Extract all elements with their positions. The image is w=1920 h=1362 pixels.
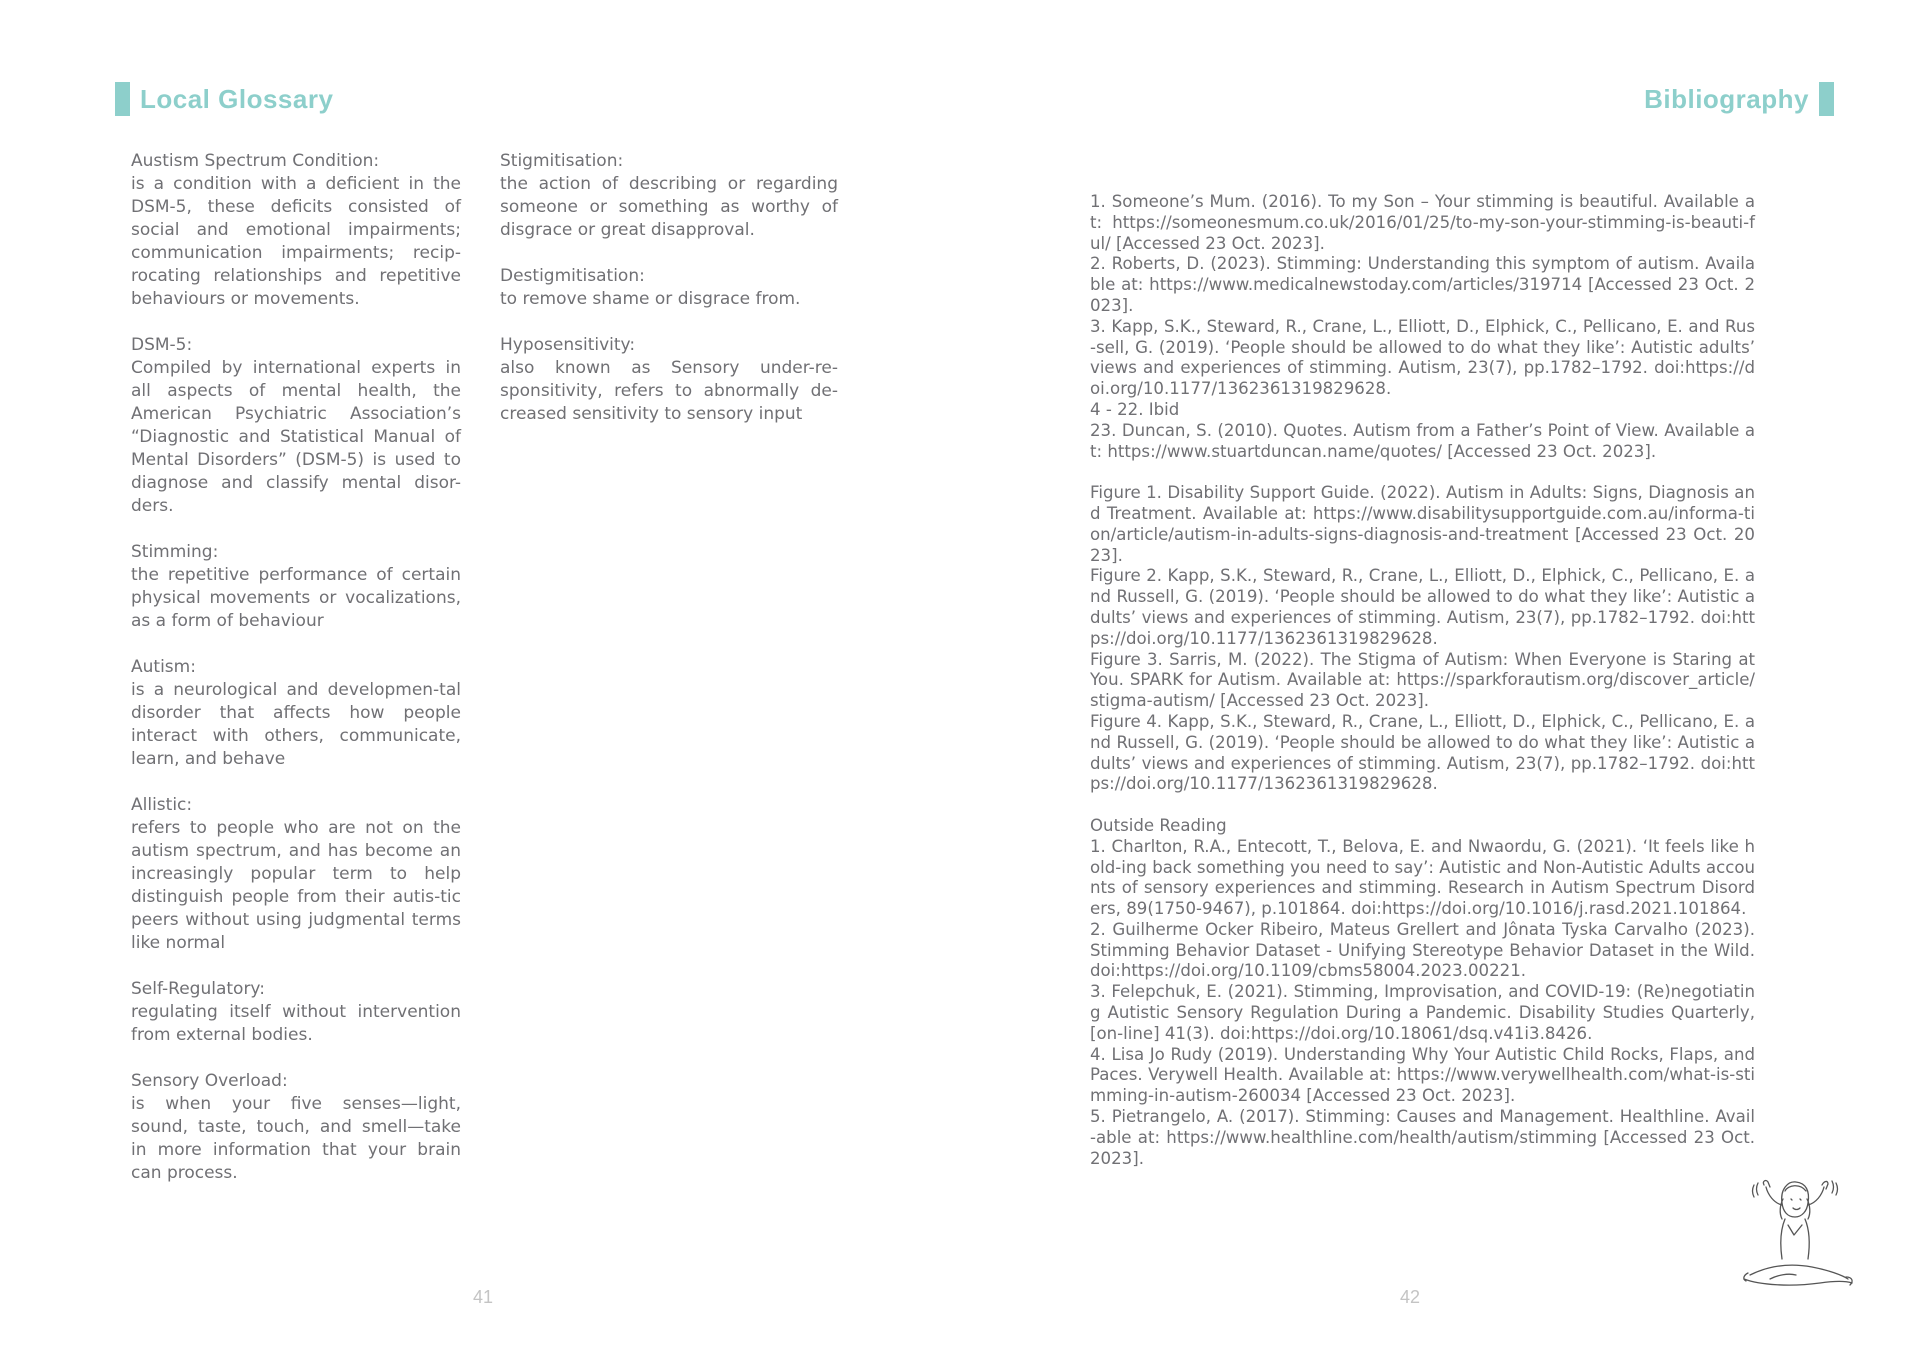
glossary-term: Austism Spectrum Condition: — [131, 151, 380, 171]
bibliography-title: Bibliography — [1644, 83, 1809, 114]
glossary-column-b — [500, 150, 838, 449]
glossary-entry — [500, 334, 838, 426]
bibliography-body — [1090, 192, 1755, 1190]
heading-accent-bar — [115, 82, 130, 116]
glossary-entry — [500, 265, 838, 311]
glossary-term: DSM-5: — [131, 335, 193, 355]
heading-accent-bar — [1819, 82, 1834, 116]
glossary-definition: regulating itself without intervention from external bodies. — [131, 1002, 461, 1045]
figure-credit-item: Figure 3. Sarris, M. (2022). The Stigma of Autism: When Everyone is Staring at You. SPARK for Autism. Available at: https://sparkforautism.org/discover_article/stigma-autism/ [Accessed 23 Oct. 2023]. — [1090, 649, 1755, 711]
glossary-term: Hyposensitivity: — [500, 335, 636, 355]
reference-item: 3. Kapp, S.K., Steward, R., Crane, L., Elliott, D., Elphick, C., Pellicano, E. and Rus-sell, G. (2019). ‘People should be allowed to do what they like’: Autistic adults’ views and experiences of stimming. Autism, 23(7), pp.1782–1792. doi:https://doi.org/10.1177/1362361319829628. — [1090, 316, 1755, 399]
outside-reading-title: Outside Reading — [1090, 815, 1227, 835]
outside-reading-item: 5. Pietrangelo, A. (2017). Stimming: Causes and Management. Healthline. Avail-able at: https://www.healthline.com/health/autism/stimming [Accessed 23 Oct. 2023]. — [1090, 1107, 1755, 1168]
glossary-term: Autism: — [131, 657, 196, 677]
bibliography-heading — [1644, 82, 1834, 116]
glossary-entry — [131, 150, 461, 311]
glossary-definition: the repetitive performance of certain physical movements or vocalizations, as a form of behaviour — [131, 565, 461, 631]
right-page — [960, 0, 1920, 1362]
glossary-entry — [131, 978, 461, 1047]
glossary-title: Local Glossary — [140, 83, 334, 114]
outside-reading-item: 1. Charlton, R.A., Entecott, T., Belova, E. and Nwaordu, G. (2021). ‘It feels like hold-ing back something you need to say’: Autistic and Non-Autistic Adults accounts of sensory experiences and stimming. Research in Autism Spectrum Disorders, 89(1750-9467), p.101864. doi:https://doi.org/10.1016/j.rasd.2021.101864. — [1090, 836, 1755, 919]
figure-credits — [1090, 483, 1755, 795]
figure-credit-item: Figure 4. Kapp, S.K., Steward, R., Crane, L., Elliott, D., Elphick, C., Pellicano, E. and Russell, G. (2019). ‘People should be allowed to do what they like’: Autistic adults’ views and experiences of stimming. Autism, 23(7), pp.1782–1792. doi:https://doi.org/10.1177/1362361319829628. — [1090, 711, 1755, 794]
glossary-entry — [131, 794, 461, 955]
glossary-definition: also known as Sensory under-re-sponsitivity, refers to abnormally de-creased sensitivity to sensory input — [500, 358, 838, 424]
glossary-entry — [131, 334, 461, 518]
page-number-left: 41 — [473, 1287, 494, 1307]
glossary-entry — [131, 1070, 461, 1185]
reference-item: 2. Roberts, D. (2023). Stimming: Understanding this symptom of autism. Available at: https://www.medicalnewstoday.com/articles/319714 [Accessed 23 Oct. 2023]. — [1090, 254, 1755, 315]
reference-item: 23. Duncan, S. (2010). Quotes. Autism from a Father’s Point of View. Available at: https://www.stuartduncan.name/quotes/ [Accessed 23 Oct. 2023]. — [1090, 420, 1755, 461]
glossary-term: Destigmitisation: — [500, 266, 645, 286]
glossary-entry — [131, 541, 461, 633]
reference-list — [1090, 192, 1755, 462]
glossary-definition: is a condition with a deficient in the DSM-5, these deficits consisted of social and emotional impairments; communication impairments; recip-rocating relationships and repetitive behaviours or movements. — [131, 174, 461, 309]
page-number-right: 42 — [1400, 1287, 1421, 1307]
glossary-column-a — [131, 150, 461, 1208]
outside-reading-item: 4. Lisa Jo Rudy (2019). Understanding Why Your Autistic Child Rocks, Flaps, and Paces. Verywell Health. Available at: https://www.verywellhealth.com/what-is-stimming-in-autism-260034 [Accessed 23 Oct. 2023]. — [1090, 1044, 1755, 1106]
glossary-heading — [115, 82, 333, 116]
figure-credit-item: Figure 2. Kapp, S.K., Steward, R., Crane, L., Elliott, D., Elphick, C., Pellicano, E. and Russell, G. (2019). ‘People should be allowed to do what they like’: Autistic adults’ views and experiences of stimming. Autism, 23(7), pp.1782–1792. doi:https://doi.org/10.1177/1362361319829628. — [1090, 566, 1755, 648]
glossary-definition: is when your five senses—light, sound, taste, touch, and smell—take in more information that your brain can process. — [131, 1094, 461, 1183]
glossary-definition: Compiled by international experts in all aspects of mental health, the American Psychiatric Association’s “Diagnostic and Statistical Manual of Mental Disorders” (DSM-5) is used to diagnose and classify mental disor-ders. — [131, 358, 461, 516]
figure-credit-item: Figure 1. Disability Support Guide. (2022). Autism in Adults: Signs, Diagnosis and Treatment. Available at: https://www.disabilitysupportguide.com.au/informa-tion/article/autism-in-adults-signs-diagnosis-and-treatment [Accessed 23 Oct. 2023]. — [1090, 483, 1755, 565]
glossary-term: Allistic: — [131, 795, 193, 815]
glossary-definition: is a neurological and developmen-tal disorder that affects how people interact with others, communicate, learn, and behave — [131, 680, 461, 769]
stimming-person-illustration — [1730, 1175, 1860, 1293]
glossary-definition: to remove shame or disgrace from. — [500, 289, 801, 309]
outside-reading-item: 3. Felepchuk, E. (2021). Stimming, Improvisation, and COVID-19: (Re)negotiating Autistic Sensory Regulation During a Pandemic. Disability Studies Quarterly, [on-line] 41(3). doi:https://doi.org/10.18061/dsq.v41i3.8426. — [1090, 982, 1755, 1043]
glossary-entry — [131, 656, 461, 771]
glossary-term: Stigmitisation: — [500, 151, 624, 171]
glossary-definition: the action of describing or regarding someone or something as worthy of disgrace or great disapproval. — [500, 174, 838, 240]
glossary-term: Sensory Overload: — [131, 1071, 288, 1091]
outside-reading-item: 2. Guilherme Ocker Ribeiro, Mateus Grellert and Jônata Tyska Carvalho (2023). Stimming Behavior Dataset - Unifying Stereotype Behavior Dataset in the Wild. doi:https://doi.org/10.1109/cbms58004.2023.00221. — [1090, 919, 1755, 981]
glossary-entry — [500, 150, 838, 242]
reference-item: 4 - 22. Ibid — [1090, 399, 1180, 419]
glossary-term: Self-Regulatory: — [131, 979, 265, 999]
outside-reading — [1090, 816, 1755, 1170]
glossary-term: Stimming: — [131, 542, 219, 562]
reference-item: 1. Someone’s Mum. (2016). To my Son – Your stimming is beautiful. Available at: https://someonesmum.co.uk/2016/01/25/to-my-son-your-stimming-is-beauti-ful/ [Accessed 23 Oct. 2023]. — [1090, 192, 1755, 253]
glossary-definition: refers to people who are not on the autism spectrum, and has become an increasingly popular term to help distinguish people from their autis-tic peers without using judgmental terms like normal — [131, 818, 461, 953]
